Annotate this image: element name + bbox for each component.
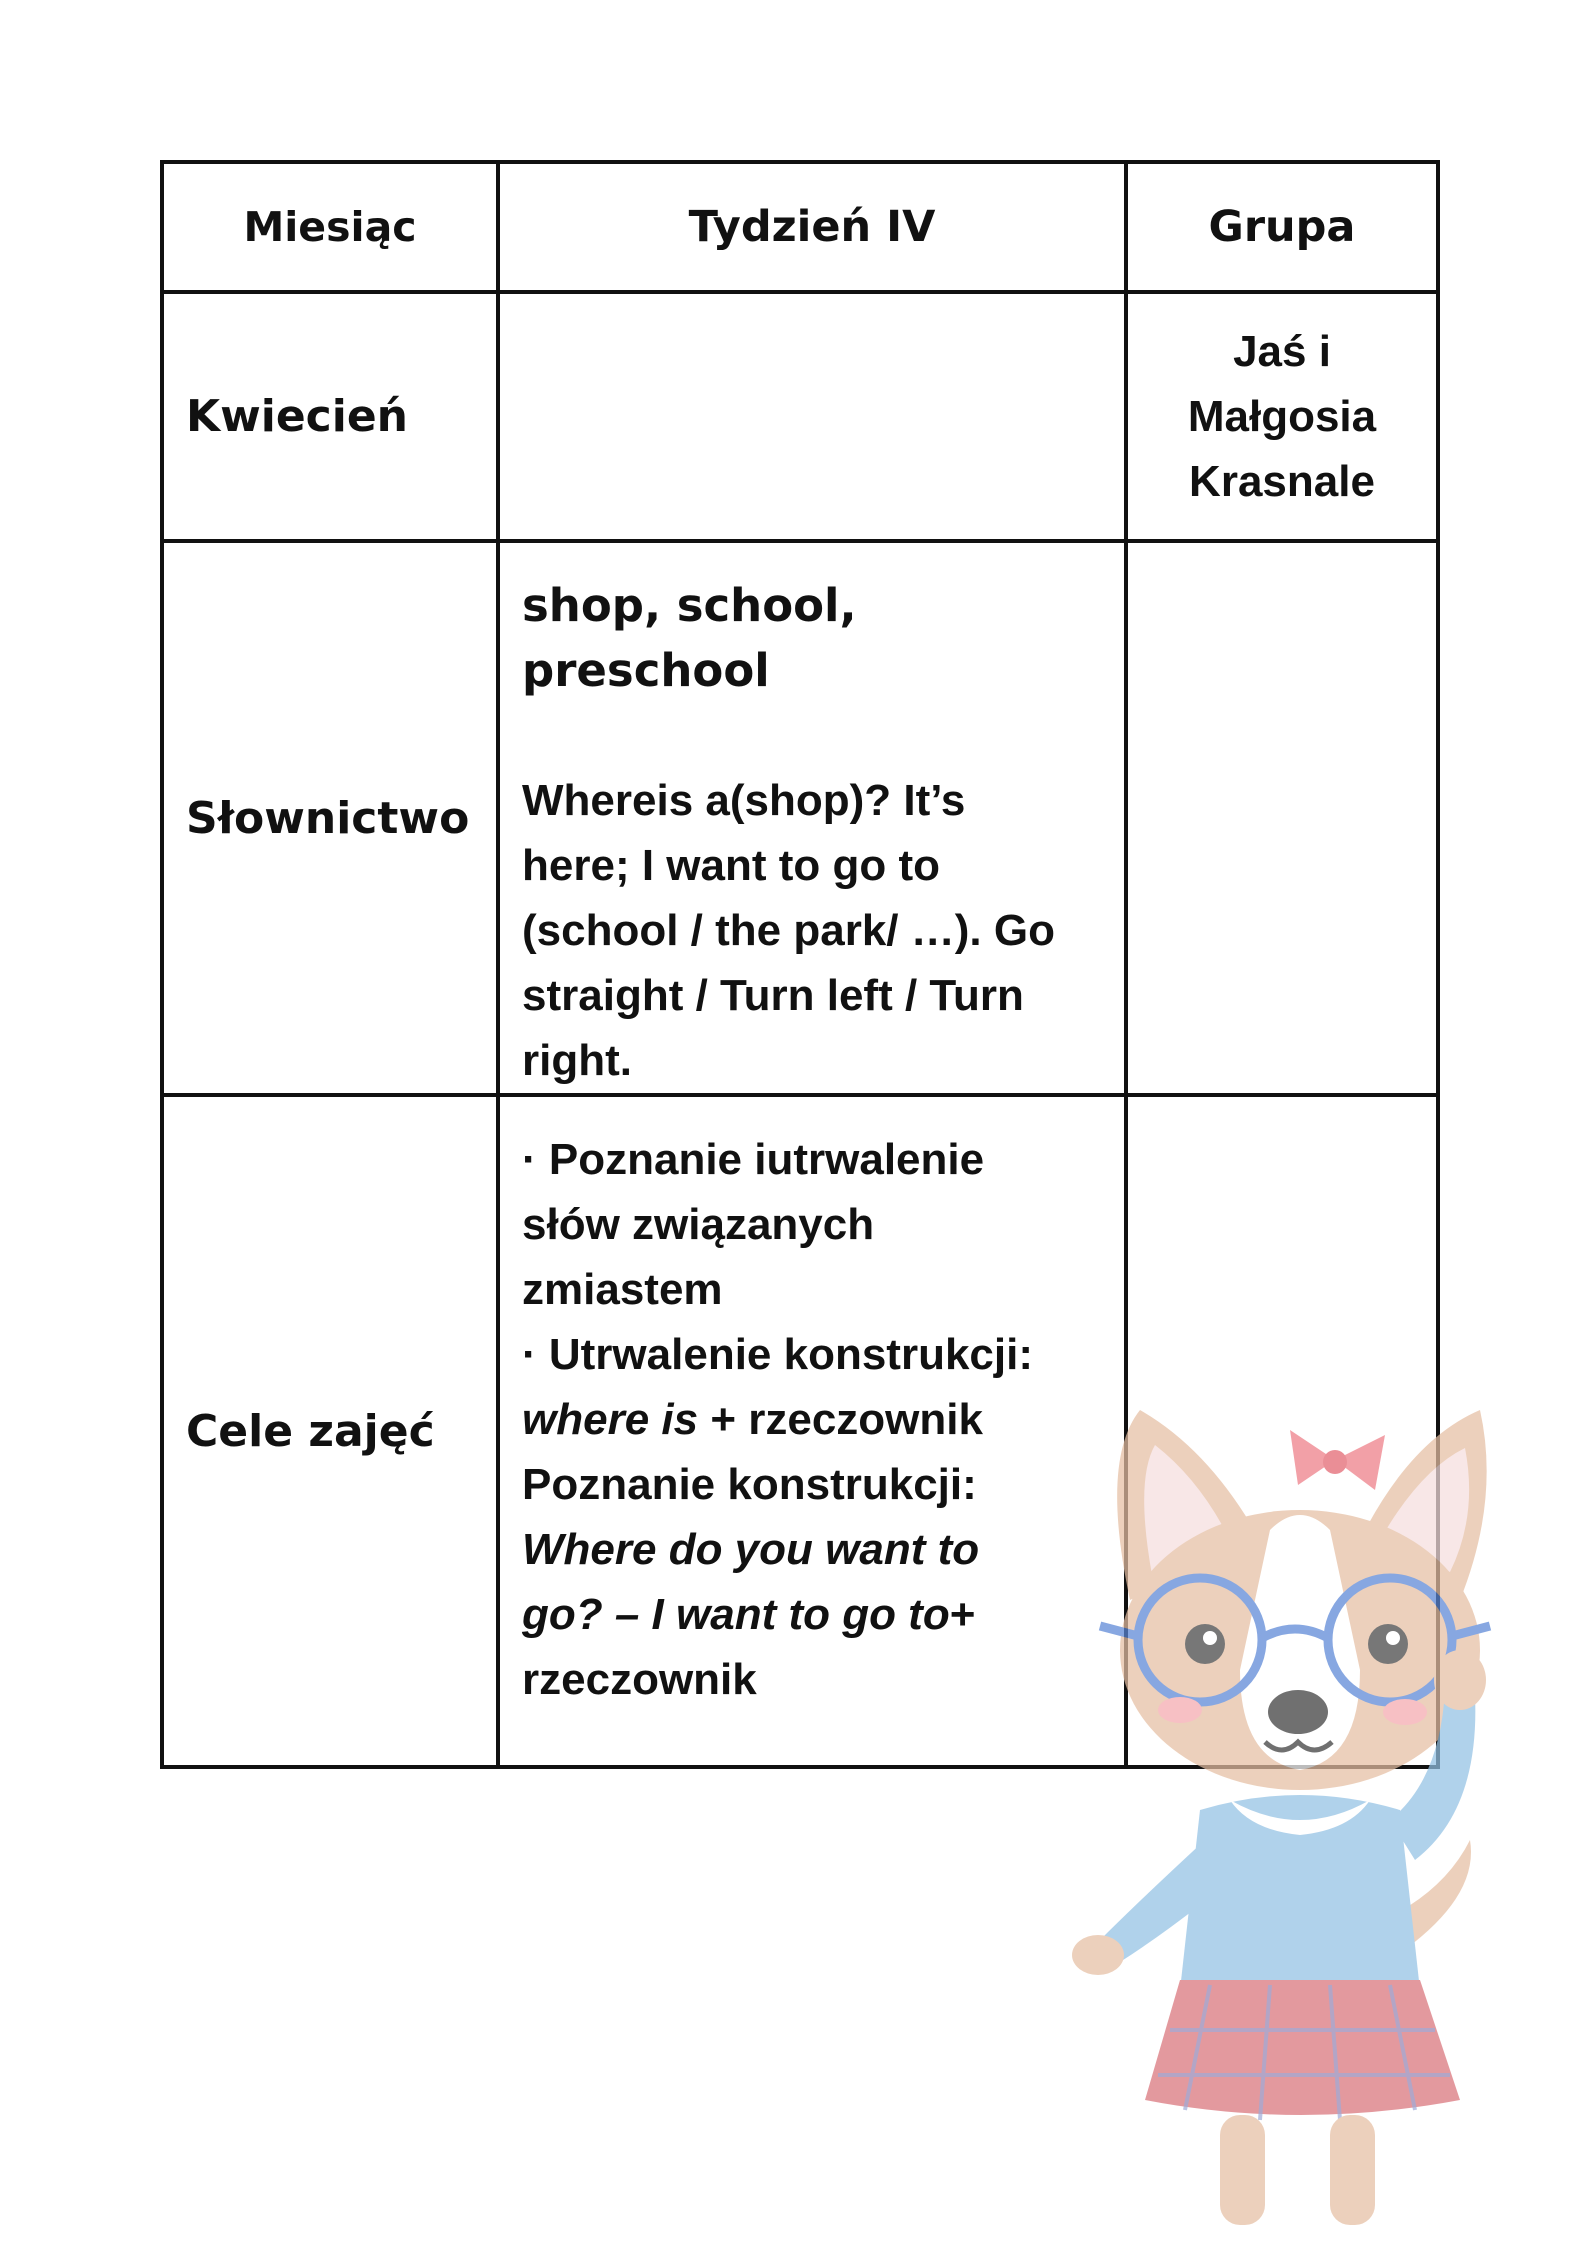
goal-line-italic: Where do you want to <box>522 1525 980 1574</box>
header-row <box>162 162 1438 292</box>
puppy-legs <box>1220 2115 1375 2225</box>
goal-line: · Utrwalenie konstrukcji: <box>522 1330 1034 1379</box>
header-week: Tydzień IV <box>498 162 1126 292</box>
puppy-cheek <box>1383 1699 1427 1725</box>
week-empty-cell <box>498 292 1126 541</box>
goals-content <box>498 1095 1126 1767</box>
group-name-line: Krasnale <box>1189 457 1375 506</box>
puppy-girl-illustration <box>1060 1340 1530 2240</box>
month-row <box>162 292 1438 541</box>
vocabulary-group-empty <box>1126 541 1438 1095</box>
goal-line: · Poznanie iutrwalenie <box>522 1135 985 1184</box>
month-value: Kwiecień <box>162 292 498 541</box>
vocabulary-words: shop, school, preschool <box>522 579 857 697</box>
header-month: Miesiąc <box>162 162 498 292</box>
phrase-line: right. <box>522 1036 632 1085</box>
goal-line: słów związanych <box>522 1200 875 1249</box>
goal-italic-text: where is <box>522 1395 699 1444</box>
group-name-line: Jaś i <box>1233 327 1331 376</box>
goal-text: + rzeczownik <box>698 1395 983 1444</box>
group-names <box>1126 292 1438 541</box>
phrase-line: here; I want to go to <box>522 841 940 890</box>
phrase-line: (school / the park/ …). Go <box>522 906 1055 955</box>
goal-line: rzeczownik <box>522 1655 757 1704</box>
phrase-line: Whereis a(shop)? It’s <box>522 776 966 825</box>
hair-bow-icon <box>1290 1430 1385 1490</box>
goal-line: Poznanie konstrukcji: <box>522 1460 977 1509</box>
goals-label: Cele zajęć <box>162 1095 498 1767</box>
puppy-cheek <box>1158 1697 1202 1723</box>
vocabulary-label: Słownictwo <box>162 541 498 1095</box>
goal-line-mixed <box>522 1582 1102 1647</box>
vocabulary-content <box>498 541 1126 1095</box>
group-name-line: Małgosia <box>1187 392 1377 441</box>
puppy-nose <box>1268 1690 1328 1734</box>
goal-line: zmiastem <box>522 1265 723 1314</box>
goal-line-mixed <box>522 1387 1102 1452</box>
vocabulary-row <box>162 541 1438 1095</box>
phrase-line: straight / Turn left / Turn <box>522 971 1024 1020</box>
goal-text: + <box>949 1590 976 1639</box>
goal-italic-text: go? – I want to go to <box>522 1590 950 1639</box>
header-group: Grupa <box>1126 162 1438 292</box>
